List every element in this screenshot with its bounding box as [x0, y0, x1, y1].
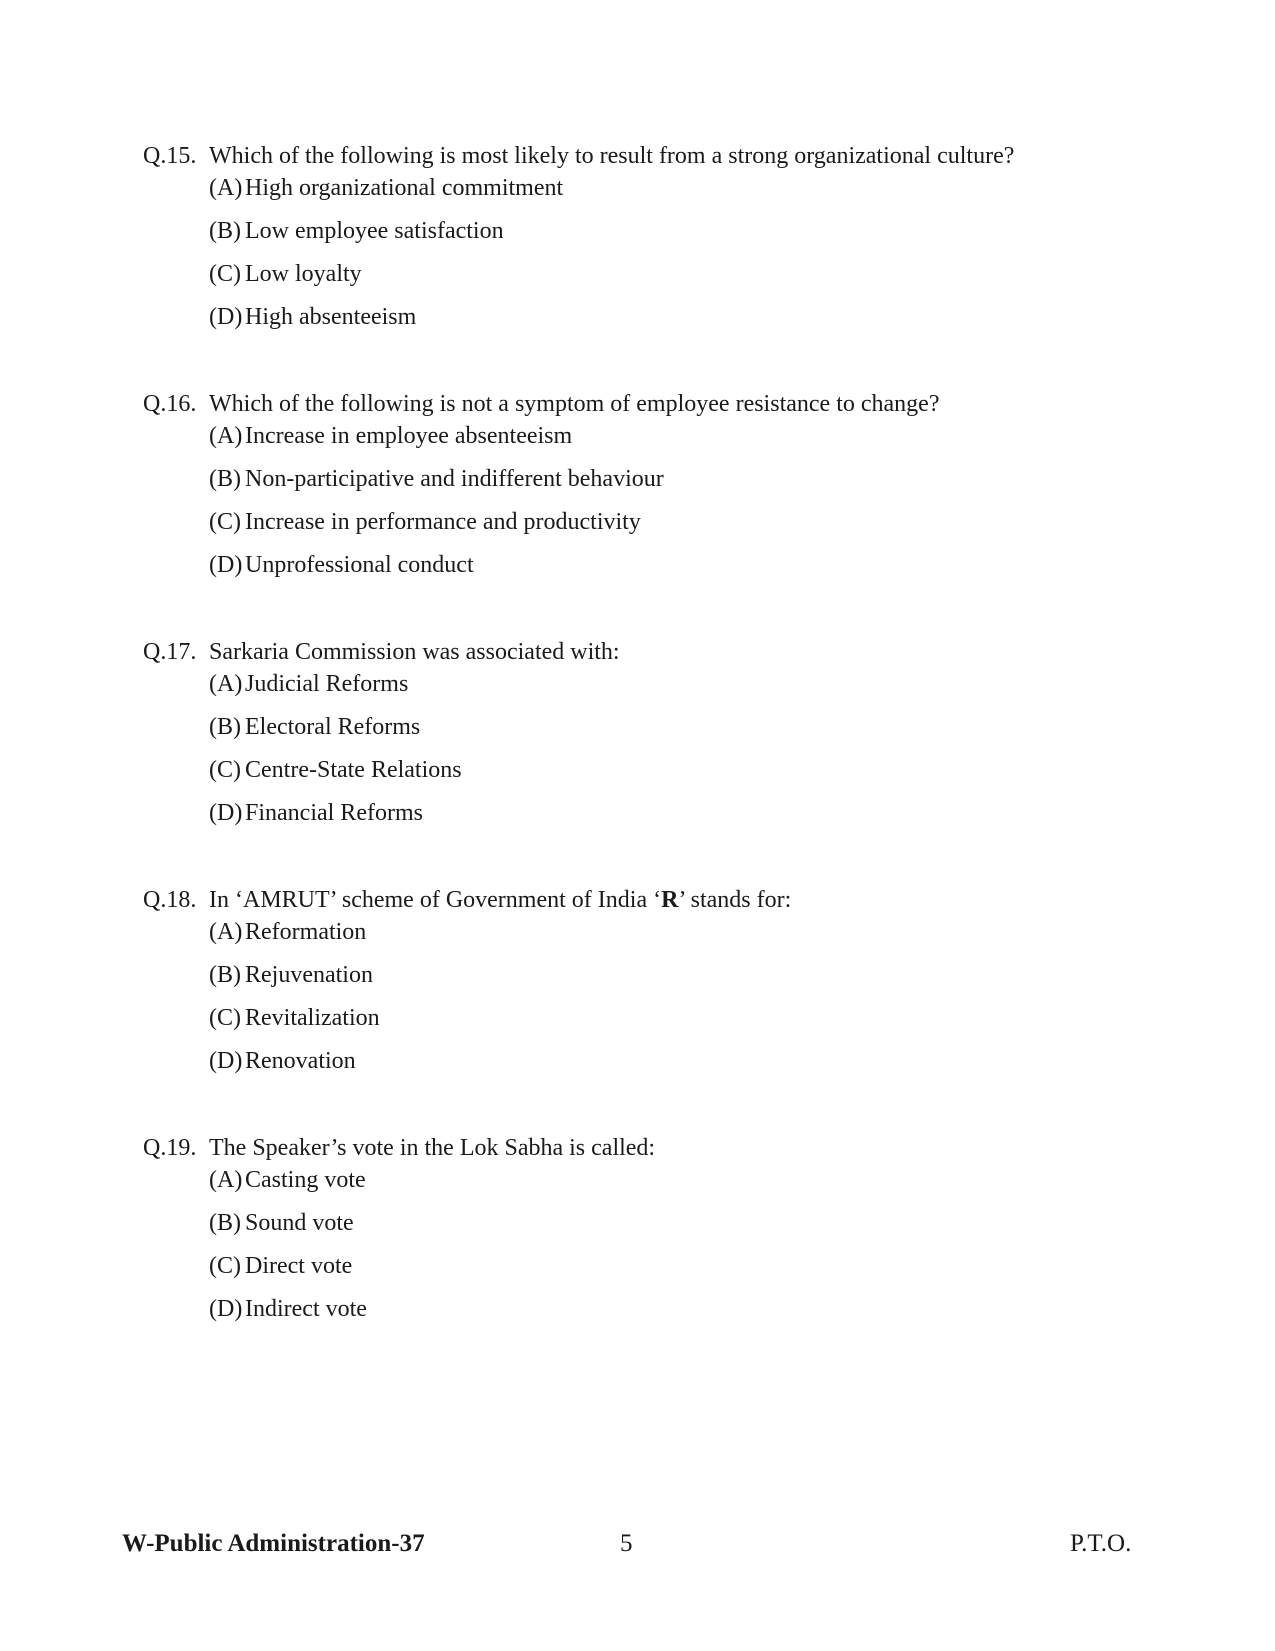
option-b[interactable] [209, 711, 1143, 754]
option-label: (D) [209, 552, 243, 578]
question-text: The Speaker’s vote in the Lok Sabha is called: [209, 1135, 656, 1161]
option-label: (A) [209, 671, 243, 697]
question-number: Q.17. [143, 639, 197, 665]
option-label: (D) [209, 304, 243, 330]
option-text: Rejuvenation [245, 962, 373, 988]
option-label: (B) [209, 218, 241, 244]
page-footer [0, 1524, 1275, 1564]
option-text: Unprofessional conduct [245, 552, 474, 578]
option-label: (A) [209, 175, 243, 201]
option-label: (A) [209, 1167, 243, 1193]
option-text: Renovation [245, 1048, 356, 1074]
option-label: (C) [209, 1005, 241, 1031]
option-a[interactable] [209, 172, 1143, 215]
question-text: Which of the following is not a symptom of employee resistance to change? [209, 391, 940, 417]
question-number: Q.19. [143, 1135, 197, 1161]
option-list [209, 1164, 1143, 1336]
question-stem [143, 388, 1143, 420]
option-label: (B) [209, 962, 241, 988]
option-c[interactable] [209, 1002, 1143, 1045]
option-a[interactable] [209, 916, 1143, 959]
option-b[interactable] [209, 463, 1143, 506]
option-text: Indirect vote [245, 1296, 367, 1322]
option-text: High organizational commitment [245, 175, 564, 201]
question-stem [143, 636, 1143, 668]
option-d[interactable] [209, 797, 1143, 840]
option-list [209, 420, 1143, 592]
option-a[interactable] [209, 668, 1143, 711]
question-stem [143, 884, 1143, 916]
option-text: Centre-State Relations [245, 757, 462, 783]
option-label: (B) [209, 1210, 241, 1236]
question-18 [143, 884, 1143, 1088]
question-number: Q.15. [143, 143, 197, 169]
option-text: Financial Reforms [245, 800, 423, 826]
option-text: High absenteeism [245, 304, 417, 330]
option-b[interactable] [209, 959, 1143, 1002]
option-label: (C) [209, 261, 241, 287]
question-text: Sarkaria Commission was associated with: [209, 639, 620, 665]
paper-code: W-Public Administration-37 [122, 1530, 425, 1557]
option-list [209, 916, 1143, 1088]
option-d[interactable] [209, 1045, 1143, 1088]
question-list [143, 140, 1143, 1380]
option-label: (A) [209, 423, 243, 449]
option-a[interactable] [209, 1164, 1143, 1207]
question-text-bold-letter: R [661, 887, 679, 913]
option-text: Electoral Reforms [245, 714, 421, 740]
question-15 [143, 140, 1143, 344]
question-19 [143, 1132, 1143, 1336]
question-17 [143, 636, 1143, 840]
option-text: Increase in employee absenteeism [245, 423, 573, 449]
question-text [209, 884, 791, 916]
option-b[interactable] [209, 1207, 1143, 1250]
option-label: (A) [209, 919, 243, 945]
option-label: (B) [209, 466, 241, 492]
question-text-start: In ‘AMRUT’ scheme of Government of India ‘ [209, 887, 662, 913]
question-text-end: ’ stands for: [678, 887, 792, 913]
question-number: Q.18. [143, 887, 197, 913]
option-c[interactable] [209, 754, 1143, 797]
option-b[interactable] [209, 215, 1143, 258]
question-stem [143, 140, 1143, 172]
option-c[interactable] [209, 506, 1143, 549]
option-a[interactable] [209, 420, 1143, 463]
option-label: (C) [209, 1253, 241, 1279]
option-text: Judicial Reforms [245, 671, 409, 697]
question-16 [143, 388, 1143, 592]
page-number: 5 [620, 1530, 633, 1557]
option-text: Low loyalty [245, 261, 362, 287]
option-label: (C) [209, 757, 241, 783]
option-label: (C) [209, 509, 241, 535]
option-d[interactable] [209, 1293, 1143, 1336]
option-text: Revitalization [245, 1005, 380, 1031]
option-list [209, 172, 1143, 344]
option-text: Non-participative and indifferent behaviour [245, 466, 664, 492]
question-stem [143, 1132, 1143, 1164]
option-label: (D) [209, 1048, 243, 1074]
option-text: Reformation [245, 919, 367, 945]
question-number: Q.16. [143, 391, 197, 417]
option-label: (D) [209, 1296, 243, 1322]
option-c[interactable] [209, 258, 1143, 301]
option-text: Direct vote [245, 1253, 353, 1279]
option-list [209, 668, 1143, 840]
option-text: Increase in performance and productivity [245, 509, 641, 535]
pto-note: P.T.O. [1070, 1530, 1132, 1557]
question-text: Which of the following is most likely to result from a strong organizational culture? [209, 143, 1015, 169]
option-d[interactable] [209, 301, 1143, 344]
option-d[interactable] [209, 549, 1143, 592]
option-text: Sound vote [245, 1210, 354, 1236]
option-label: (D) [209, 800, 243, 826]
option-label: (B) [209, 714, 241, 740]
option-text: Low employee satisfaction [245, 218, 504, 244]
option-text: Casting vote [245, 1167, 366, 1193]
option-c[interactable] [209, 1250, 1143, 1293]
